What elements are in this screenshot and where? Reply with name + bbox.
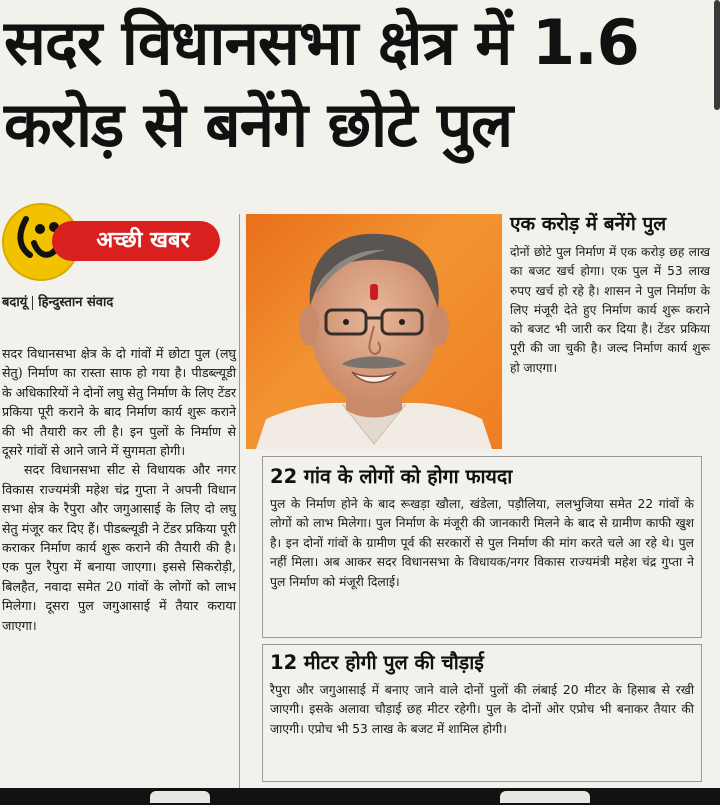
bottom-edge-bar (0, 788, 720, 805)
byline (2, 292, 113, 310)
scrollbar-thumb[interactable] (714, 0, 720, 110)
byline-separator (32, 296, 33, 310)
left-column-text (2, 344, 236, 635)
section-body-width: रैपुरा और जगुआसाई में बनाए जाने वाले दोनों पुलों की लंबाई 20 मीटर के हिसाब से रखी जाएगी। इसके अलावा चौड़ाई छह मीटर रहेगी। पुल के दोनों ओर एप्रोच भी बनाकर तैयार की जाएगी। एप्रोच भी 53 लाख के बजट में शामिल होगी। (270, 683, 694, 736)
section-body-villages: पुल के निर्माण होने के बाद रूखड़ा खौला, खंडेला, पड़ौलिया, ललभुजिया समेत 22 गांवों के लोगों को लाभ मिलेगा। पुल निर्माण के मंजूरी की जानकारी मिलने के बाद से ग्रामीण काफी खुश है। इन दोनों गांवों के ग्रामीण पूर्व की सरकारों से पुल निर्माण की मांग करते चले आ रहे थे। पुल नहीं मिला। अब आकर सदर विधानसभा के विधायक/नगर विकास राज्यमंत्री महेश चंद्र गुप्ता ने पुल निर्माण को मंजूरी दिलाई। (270, 497, 694, 589)
headline-line-1: सदर विधानसभा क्षेत्र में 1.6 (4, 6, 639, 79)
sidebar-title: एक करोड़ में बनेंगे पुल (510, 213, 667, 235)
left-paragraph-1: सदर विधानसभा क्षेत्र के दो गांवों में छोटा पुल (लघु सेतु) निर्माण का रास्ता साफ हो गया है। पीडब्ल्यूडी के अधिकारियों ने दोनों लघु सेतु निर्माण के लिए टेंडर प्रकिया पूरी कराने के बाद निर्माण कार्य शुरू कराने की भी तैयारी कर ली है। इन पुलों के निर्माण से दूसरे गांवों से आने जाने में सुगमता होगी। (2, 346, 236, 459)
bottom-edge-cut (150, 791, 210, 803)
byline-place: बदायूं (2, 295, 28, 310)
bottom-edge-cut (500, 791, 590, 803)
portrait-photo (246, 214, 502, 449)
good-news-badge (0, 203, 230, 281)
section-title-width: 12 मीटर होगी पुल की चौड़ाई (270, 651, 484, 674)
sidebar-body: दोनों छोटे पुल निर्माण में एक करोड़ छह लाख का बजट खर्च होगा। एक पुल में 53 लाख रुपए खर्च हो रहे है। शासन ने पुल निर्माण के लिए मंजूरी देते हुए निर्माण कार्य शुरू कराने को बजट भी जारी कर दिया है। टेंडर प्रकिया पूरी की जा चुकी है। जल्द निर्माण कार्य शुरू हो जाएगा। (510, 245, 710, 375)
column-divider (239, 214, 240, 789)
left-paragraph-2: सदर विधानसभा सीट से विधायक और नगर विकास राज्यमंत्री महेश चंद्र गुप्ता ने अपनी विधान सभा क्षेत्र के रैपुरा और जगुआसाई के लिए दो लघु सेतु मंजूर कर दिए हैं। पीडब्ल्यूडी ने टेंडर प्रकिया पूरी कराकर निर्माण कार्य शुरू कराने की तैयारी की है। एक पुल रैपुरा में बनाया जाएगा। इससे सिकरोड़ी, बिलहैत, नवादा समेत 20 गांवों के लोगों को लाभ मिलेगा। दूसरा पुल जगुआसाई में तैयार कराया जाएगा। (2, 462, 236, 633)
headline-line-2: करोड़ से बनेंगे छोटे पुल (4, 88, 513, 161)
byline-source: हिन्दुस्तान संवाद (38, 295, 114, 310)
badge-label: अच्छी खबर (52, 221, 220, 261)
section-title-villages: 22 गांव के लोगों को होगा फायदा (270, 465, 513, 488)
headline (4, 2, 704, 166)
